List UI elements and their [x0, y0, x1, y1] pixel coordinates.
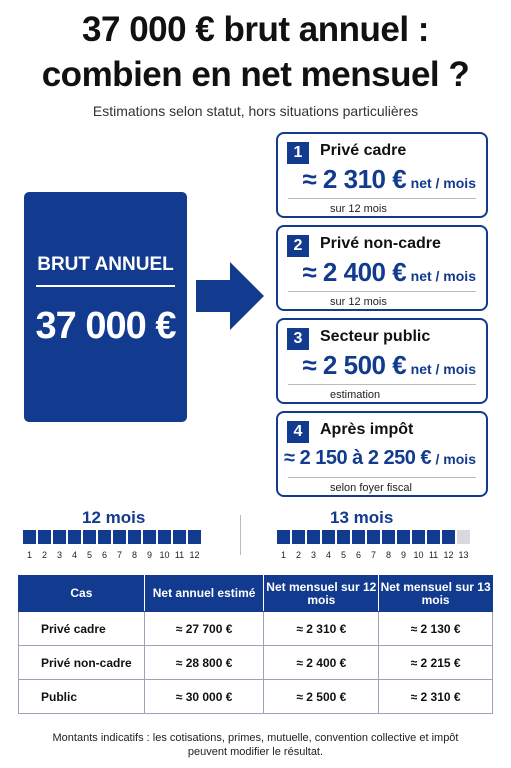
- table-cell: ≈ 27 700 €: [144, 612, 264, 646]
- card-note: selon foyer fiscal: [330, 482, 412, 494]
- card-value: ≈ 2 400 € net / mois: [302, 257, 476, 287]
- card-divider: [288, 291, 476, 292]
- table-cell: Privé non-cadre: [19, 646, 145, 680]
- months-13-bar: [277, 530, 470, 544]
- month-number: 3: [310, 550, 316, 560]
- month-segment: [292, 530, 305, 544]
- months-13-label: 13 mois: [330, 508, 394, 527]
- month-number: 4: [71, 550, 77, 560]
- table-cell: ≈ 2 130 €: [379, 612, 493, 646]
- card-divider: [288, 198, 476, 199]
- month-segment: [412, 530, 425, 544]
- table-cell: ≈ 2 310 €: [264, 612, 379, 646]
- gross-annual-value: 37 000 €: [35, 305, 176, 347]
- months-12-numbers: [23, 550, 201, 560]
- month-segment: [23, 530, 36, 544]
- card-note: estimation: [330, 389, 381, 401]
- table-cell: ≈ 30 000 €: [144, 680, 264, 714]
- card-title: Privé non-cadre: [320, 235, 441, 252]
- month-segment: [38, 530, 51, 544]
- month-number: 3: [56, 550, 62, 560]
- card-number: 2: [287, 235, 309, 257]
- gross-annual-divider: [36, 285, 175, 287]
- month-segment: [367, 530, 380, 544]
- month-number: 2: [295, 550, 301, 560]
- month-number: 11: [174, 550, 185, 560]
- right-arrow-icon: [196, 262, 264, 330]
- month-segment: [158, 530, 171, 544]
- gross-annual-label: BRUT ANNUEL: [37, 254, 174, 275]
- month-number: 10: [159, 550, 170, 560]
- month-segment: [143, 530, 156, 544]
- card-number: 3: [287, 328, 309, 350]
- month-number: 11: [428, 550, 439, 560]
- card-number: 4: [287, 421, 309, 443]
- month-number: 5: [340, 550, 346, 560]
- card-divider: [288, 477, 476, 478]
- table-cell: ≈ 28 800 €: [144, 646, 264, 680]
- card-title: Privé cadre: [320, 142, 407, 159]
- card-value: ≈ 2 150 à 2 250 € / mois: [284, 447, 476, 469]
- month-segment: [397, 530, 410, 544]
- month-number: 7: [116, 550, 122, 560]
- month-number: 7: [370, 550, 376, 560]
- months-12-bar: [23, 530, 201, 544]
- month-number: 12: [189, 550, 200, 560]
- card-value: ≈ 2 310 € net / mois: [302, 164, 476, 194]
- card-number: 1: [287, 142, 309, 164]
- month-segment: [83, 530, 96, 544]
- month-number: 6: [101, 550, 107, 560]
- table-header: Cas: [19, 576, 145, 612]
- card-apres-impot: [276, 411, 488, 497]
- card-title: Secteur public: [320, 328, 431, 345]
- card-divider: [288, 384, 476, 385]
- table-cell: ≈ 2 500 €: [264, 680, 379, 714]
- month-number: 4: [325, 550, 331, 560]
- month-segment: [352, 530, 365, 544]
- month-segment: [382, 530, 395, 544]
- card-value: ≈ 2 500 € net / mois: [302, 350, 476, 380]
- subtitle: Estimations selon statut, hors situations particulières: [92, 103, 419, 119]
- month-number: 8: [385, 550, 391, 560]
- table-header: Net annuel estimé: [144, 576, 264, 612]
- table-header: Net mensuel sur 13 mois: [379, 576, 493, 612]
- month-number: 9: [400, 550, 406, 560]
- months-12-label: 12 mois: [82, 508, 146, 527]
- month-number: 6: [355, 550, 361, 560]
- table-row: [19, 646, 493, 680]
- month-number: 8: [131, 550, 137, 560]
- card-secteur-public: [276, 318, 488, 404]
- month-segment: [53, 530, 66, 544]
- table-header-row: [19, 576, 493, 612]
- gross-annual-box: [24, 192, 187, 422]
- months-13-numbers: [277, 550, 470, 560]
- footer-note: [0, 731, 511, 759]
- table-header: Net mensuel sur 12 mois: [264, 576, 379, 612]
- month-number: 10: [413, 550, 424, 560]
- month-number: 1: [26, 550, 32, 560]
- month-segment: [307, 530, 320, 544]
- month-segment: [188, 530, 201, 544]
- month-number: 2: [41, 550, 47, 560]
- card-title: Après impôt: [320, 421, 414, 438]
- month-segment: [68, 530, 81, 544]
- footer-line-1: Montants indicatifs : les cotisations, primes, mutuelle, convention collective et impôt: [52, 732, 459, 744]
- months-divider: [240, 515, 241, 555]
- month-segment: [337, 530, 350, 544]
- month-segment: [98, 530, 111, 544]
- title-line-1: 37 000 € brut annuel :: [82, 10, 429, 49]
- card-prive-non-cadre: [276, 225, 488, 311]
- table-row: [19, 680, 493, 714]
- table-cell: ≈ 2 400 €: [264, 646, 379, 680]
- footer-line-2: peuvent modifier le résultat.: [187, 746, 324, 758]
- card-note: sur 12 mois: [330, 296, 387, 308]
- table-cell: ≈ 2 310 €: [379, 680, 493, 714]
- comparison-table: [18, 575, 493, 714]
- month-number: 12: [443, 550, 454, 560]
- month-number: 1: [280, 550, 286, 560]
- month-segment: [113, 530, 126, 544]
- month-segment: [322, 530, 335, 544]
- card-prive-cadre: [276, 132, 488, 218]
- month-segment: [442, 530, 455, 544]
- table-cell: Privé cadre: [19, 612, 145, 646]
- month-segment: [457, 530, 470, 544]
- month-segment: [277, 530, 290, 544]
- title-line-2: combien en net mensuel ?: [41, 55, 470, 94]
- month-segment: [128, 530, 141, 544]
- month-number: 9: [146, 550, 152, 560]
- card-note: sur 12 mois: [330, 203, 387, 215]
- table-cell: Public: [19, 680, 145, 714]
- month-segment: [173, 530, 186, 544]
- month-number: 5: [86, 550, 92, 560]
- table-cell: ≈ 2 215 €: [379, 646, 493, 680]
- month-number: 13: [458, 550, 469, 560]
- month-segment: [427, 530, 440, 544]
- table-row: [19, 612, 493, 646]
